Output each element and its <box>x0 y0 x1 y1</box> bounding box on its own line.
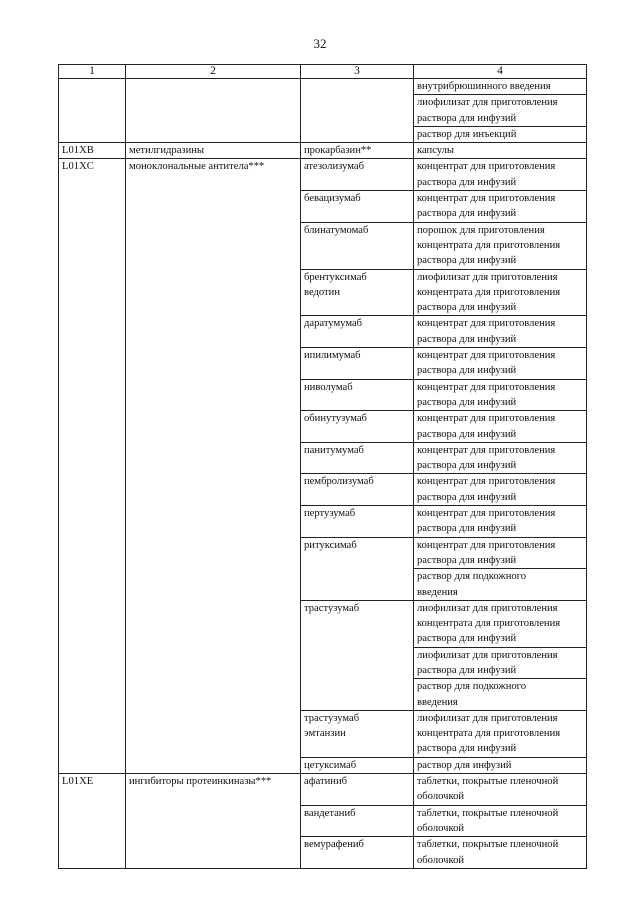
atc-code-cell <box>59 143 126 159</box>
dosage-form <box>414 380 586 411</box>
group-name-cell <box>126 159 301 774</box>
dosage-forms-cell <box>414 348 587 380</box>
empty-cell <box>301 79 414 143</box>
text-line: внутрибрюшинного введения <box>417 81 551 92</box>
column-header: 1 <box>59 65 126 79</box>
drug-name-cell <box>301 411 414 443</box>
text-line: раствор для инфузий <box>417 759 512 771</box>
text-line: оболочкой <box>417 854 465 866</box>
drug-name <box>301 348 413 363</box>
page-number: 32 <box>313 36 327 51</box>
dosage-forms-cell <box>414 600 587 710</box>
text-line: концентрата для приготовления <box>417 239 561 251</box>
dosage-form <box>414 443 586 474</box>
dosage-form <box>414 506 586 537</box>
text-line: трастузумаб <box>304 712 360 724</box>
text-line: брентуксимаб <box>304 271 367 283</box>
dosage-forms-cell <box>414 379 587 411</box>
text-line: концентрат для приготовления <box>417 444 556 456</box>
drug-name <box>301 538 413 553</box>
text-line: оболочкой <box>417 822 465 834</box>
text-line: концентрат для приготовления <box>417 318 556 330</box>
text-line: лиофилизат для приготовления <box>417 712 558 724</box>
dosage-form <box>414 159 586 190</box>
drug-name <box>301 806 413 821</box>
atc-code: L01XC <box>62 161 94 173</box>
group-name: моноклональные антитела*** <box>129 161 265 173</box>
drug-name <box>301 474 413 489</box>
dosage-forms-cell <box>414 837 587 869</box>
dosage-form <box>414 569 586 600</box>
drug-name-cell <box>301 379 414 411</box>
text-line: панитумумаб <box>304 444 364 456</box>
group-name-cell <box>126 143 301 159</box>
drug-name <box>301 223 413 238</box>
dosage-form <box>414 758 586 773</box>
dosage-form <box>414 143 586 158</box>
text-line: прокарбазин** <box>304 145 372 157</box>
atc-code-cell <box>59 159 126 774</box>
drug-name <box>301 380 413 395</box>
text-line: раствора для инфузий <box>417 255 517 267</box>
text-line: введения <box>417 696 458 708</box>
dosage-form <box>414 79 586 95</box>
drug-name <box>301 601 413 616</box>
text-line: таблетки, покрытые пленочной <box>417 807 559 819</box>
drug-name-cell <box>301 805 414 837</box>
dosage-form <box>414 95 586 127</box>
text-line: концентрата для приготовления <box>417 618 561 630</box>
text-line: капсулы <box>417 145 455 157</box>
text-line: раствора для инфузий <box>417 365 517 377</box>
dosage-form <box>414 806 586 837</box>
text-line: блинатумомаб <box>304 224 369 236</box>
drug-name <box>301 159 413 174</box>
text-line: концентрат для приготовления <box>417 476 556 488</box>
table-row <box>59 143 587 159</box>
drug-name-cell <box>301 143 414 159</box>
text-line: раствора для инфузий <box>417 333 517 345</box>
table-row <box>59 159 587 191</box>
dosage-form <box>414 411 586 442</box>
text-line: таблетки, покрытые пленочной <box>417 776 559 788</box>
text-line: раствора для инфузий <box>417 396 517 408</box>
table-body <box>59 79 587 869</box>
dosage-forms-cell <box>414 159 587 191</box>
dosage-forms-cell <box>414 316 587 348</box>
dosage-form <box>414 348 586 379</box>
drug-name <box>301 270 413 301</box>
dosage-form <box>414 270 586 316</box>
dosage-forms-cell <box>414 757 587 773</box>
text-line: ритуксимаб <box>304 539 357 551</box>
drug-name-cell <box>301 506 414 538</box>
text-line: пертузумаб <box>304 508 356 520</box>
text-line: раствора для инфузий <box>417 460 517 472</box>
drug-name <box>301 711 413 742</box>
dosage-forms-cell <box>414 506 587 538</box>
group-name-cell <box>126 774 301 869</box>
text-line: раствора для инфузий <box>417 633 517 645</box>
text-line: раствора для инфузий <box>417 208 517 220</box>
dosage-forms-cell <box>414 143 587 159</box>
text-line: лиофилизат для приготовления <box>417 97 558 109</box>
text-line: ведотин <box>304 286 341 298</box>
dosage-forms-cell <box>414 537 587 600</box>
dosage-form <box>414 538 586 570</box>
column-header: 3 <box>301 65 414 79</box>
text-line: раствор для инъекций <box>417 128 517 140</box>
dosage-forms-cell <box>414 805 587 837</box>
drug-name-cell <box>301 316 414 348</box>
atc-code: L01XB <box>62 145 94 157</box>
dosage-forms-cell <box>414 710 587 757</box>
group-name: ингибиторы протеинкиназы*** <box>129 776 272 788</box>
text-line: порошок для приготовления <box>417 224 545 236</box>
drug-name <box>301 837 413 852</box>
text-line: ипилимумаб <box>304 350 361 362</box>
text-line: раствора для инфузий <box>417 112 517 124</box>
text-line: даратумумаб <box>304 318 363 330</box>
drug-name-cell <box>301 159 414 191</box>
text-line: лиофилизат для приготовления <box>417 602 558 614</box>
text-line: концентрат для приготовления <box>417 161 556 173</box>
text-line: атезолизумаб <box>304 161 364 173</box>
text-line: вемурафениб <box>304 839 364 851</box>
text-line: оболочкой <box>417 791 465 803</box>
drug-name-cell <box>301 442 414 474</box>
text-line: афатиниб <box>304 776 348 788</box>
atc-code-cell <box>59 774 126 869</box>
empty-cell <box>126 79 301 143</box>
drug-name <box>301 758 413 773</box>
header-row <box>59 65 587 79</box>
drug-name <box>301 506 413 521</box>
dosage-form <box>414 774 586 805</box>
text-line: концентрат для приготовления <box>417 193 556 205</box>
drug-name-cell <box>301 474 414 506</box>
text-line: обинутузумаб <box>304 413 367 425</box>
drug-name-cell <box>301 774 414 806</box>
drug-name-cell <box>301 269 414 316</box>
text-line: таблетки, покрытые пленочной <box>417 839 559 851</box>
drug-table <box>58 64 587 869</box>
text-line: эмтанзин <box>304 728 346 740</box>
text-line: раствора для инфузий <box>417 664 517 676</box>
drug-name <box>301 191 413 206</box>
drug-name-cell <box>301 757 414 773</box>
dosage-forms-cell <box>414 474 587 506</box>
dosage-form <box>414 474 586 505</box>
text-line: раствора для инфузий <box>417 428 517 440</box>
dosage-forms-cell <box>414 222 587 269</box>
drug-name <box>301 411 413 426</box>
table-row <box>59 774 587 806</box>
text-line: раствор для подкожного <box>417 681 527 693</box>
text-line: концентрата для приготовления <box>417 728 561 740</box>
dosage-form <box>414 679 586 710</box>
text-line: раствора для инфузий <box>417 554 517 566</box>
drug-name-cell <box>301 191 414 223</box>
text-line: концентрат для приготовления <box>417 381 556 393</box>
dosage-form <box>414 837 586 868</box>
dosage-form <box>414 191 586 222</box>
text-line: введения <box>417 586 458 598</box>
atc-code: L01XE <box>62 776 94 788</box>
text-line: концентрат для приготовления <box>417 350 556 362</box>
drug-name-cell <box>301 348 414 380</box>
dosage-form <box>414 127 586 142</box>
dosage-form <box>414 711 586 757</box>
text-line: раствора для инфузий <box>417 491 517 503</box>
drug-name <box>301 316 413 331</box>
dosage-forms-cell <box>414 442 587 474</box>
text-line: раствора для инфузий <box>417 743 517 755</box>
dosage-forms-cell <box>414 774 587 806</box>
dosage-forms-cell <box>414 79 587 143</box>
text-line: лиофилизат для приготовления <box>417 649 558 661</box>
text-line: трастузумаб <box>304 602 360 614</box>
text-line: концентрат для приготовления <box>417 413 556 425</box>
text-line: концентрат для приготовления <box>417 539 556 551</box>
drug-name <box>301 774 413 789</box>
text-line: раствора для инфузий <box>417 302 517 314</box>
dosage-form <box>414 223 586 269</box>
text-line: концентрат для приготовления <box>417 508 556 520</box>
drug-name-cell <box>301 710 414 757</box>
text-line: ниволумаб <box>304 381 353 393</box>
text-line: раствор для подкожного <box>417 571 527 583</box>
dosage-forms-cell <box>414 191 587 223</box>
drug-name-cell <box>301 600 414 710</box>
table-row <box>59 79 587 143</box>
text-line: пембролизумаб <box>304 476 374 488</box>
dosage-forms-cell <box>414 411 587 443</box>
dosage-form <box>414 601 586 648</box>
dosage-form <box>414 648 586 680</box>
text-line: лиофилизат для приготовления <box>417 271 558 283</box>
text-line: раствора для инфузий <box>417 176 517 188</box>
drug-name <box>301 143 413 158</box>
text-line: цетуксимаб <box>304 759 357 771</box>
column-header: 4 <box>414 65 587 79</box>
drug-name <box>301 443 413 458</box>
empty-cell <box>59 79 126 143</box>
column-header: 2 <box>126 65 301 79</box>
group-name: метилгидразины <box>129 145 205 157</box>
text-line: бевацизумаб <box>304 193 361 205</box>
text-line: вандетаниб <box>304 807 356 819</box>
drug-name-cell <box>301 537 414 600</box>
drug-name-cell <box>301 837 414 869</box>
drug-name-cell <box>301 222 414 269</box>
dosage-form <box>414 316 586 347</box>
dosage-forms-cell <box>414 269 587 316</box>
text-line: концентрата для приготовления <box>417 286 561 298</box>
text-line: раствора для инфузий <box>417 523 517 535</box>
